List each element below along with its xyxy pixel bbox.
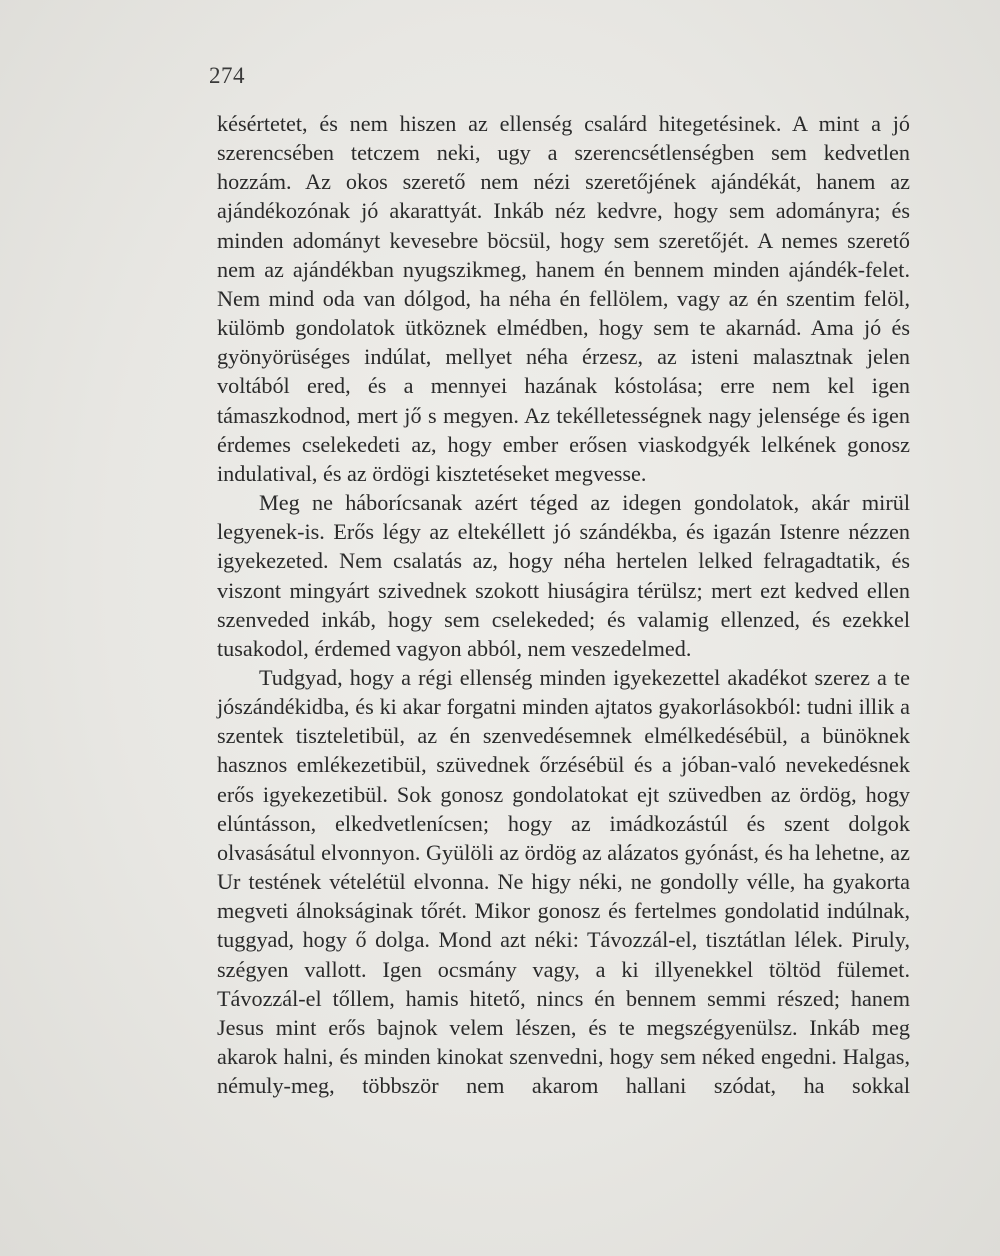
- page-number: 274: [209, 63, 245, 88]
- paragraph-2: Meg ne háborícsanak azért téged az idegen gondolatok, akár mirül legyenek-is. Erős légy az eltekéllett jó szándékba, és igazán Istenre nézzen igyekezeted. Nem csalatás az, hogy néha hertelen lelked felragadtatik, és viszont mingyárt szivednek szokott hiuságira térülsz; mert ezt kedved ellen szenveded inkáb, hogy sem cselekeded; és valamig ellenzed, és ezekkel tusakodol, érdemed vagyon abból, nem veszedelmed.: [217, 490, 910, 661]
- paragraph-3: Tudgyad, hogy a régi ellenség minden igyekezettel akadékot szerez a te jószándékidba, és ki akar forgatni minden ajtatos gyakorlásokból: tudni illik a szentek tiszteletibül, az én szenvedésemnek elmélkedésébül, a bünöknek hasznos emlékezetibül, szüvednek őrzésébül és a jóban-való nevekedésnek erős igyekezetibül. Sok gonosz gondolatokat ejt szüvedben az ördög, hogy elúntásson, elkedvetlenícsen; hogy az imádkozástúl és szent dolgok olvasásátul elvonnyon. Gyülöli az ördög az alázatos gyónást, és ha lehetne, az Ur testének vételétül elvonna. Ne higy néki, ne gondolly vélle, ha gyakorta megveti álnokságinak tőrét. Mikor gonosz és fertelmes gondolatid indúlnak, tuggyad, hogy ő dolga. Mond azt néki: Távozzál-el, tisztátlan lélek. Piruly, szégyen vallott. Igen ocsmány vagy, a ki illyenekkel töltöd fülemet. Távozzál-el tőllem, hamis hitető, nincs én bennem semmi részed; hanem Jesus mint erős bajnok velem lészen, és te megszégyenülsz. Inkáb meg akarok halni, és minden kinokat szenvedni, hogy sem néked engedni. Halgas, némuly-meg, többször nem akarom hallani szódat, ha sokkal: [217, 664, 910, 1099]
- body-text: [217, 109, 910, 1100]
- paragraph-1: késértetet, és nem hiszen az ellenség csalárd hitegetésinek. A mint a jó szerencsében tetczem neki, ugy a szerencsétlenségben sem kedvetlen hozzám. Az okos szerető nem nézi szeretőjének ajándékát, hanem az ajándékozónak jó akarattyát. Inkáb néz kedvre, hogy sem adományra; és minden adományt kevesebre böcsül, hogy sem szeretőjét. A nemes szerető nem az ajándékban nyugszikmeg, hanem én bennem minden ajándék-felet. Nem mind oda van dólgod, ha néha én fellölem, vagy az én szentim felöl, külömb gondolatok ütköznek elmédben, hogy sem te akarnád. Ama jó és gyönyörüséges indúlat, mellyet néha érzesz, az isteni malasztnak jelen voltából ered, és a mennyei hazának kóstolása; erre nem kel igen támaszkodnod, mert jő s megyen. Az tekélletességnek nagy jelensége és igen érdemes cselekedeti az, hogy ember erősen viaskodgyék lelkének gonosz indulatival, és az ördögi kisztetéseket megvesse.: [217, 111, 910, 486]
